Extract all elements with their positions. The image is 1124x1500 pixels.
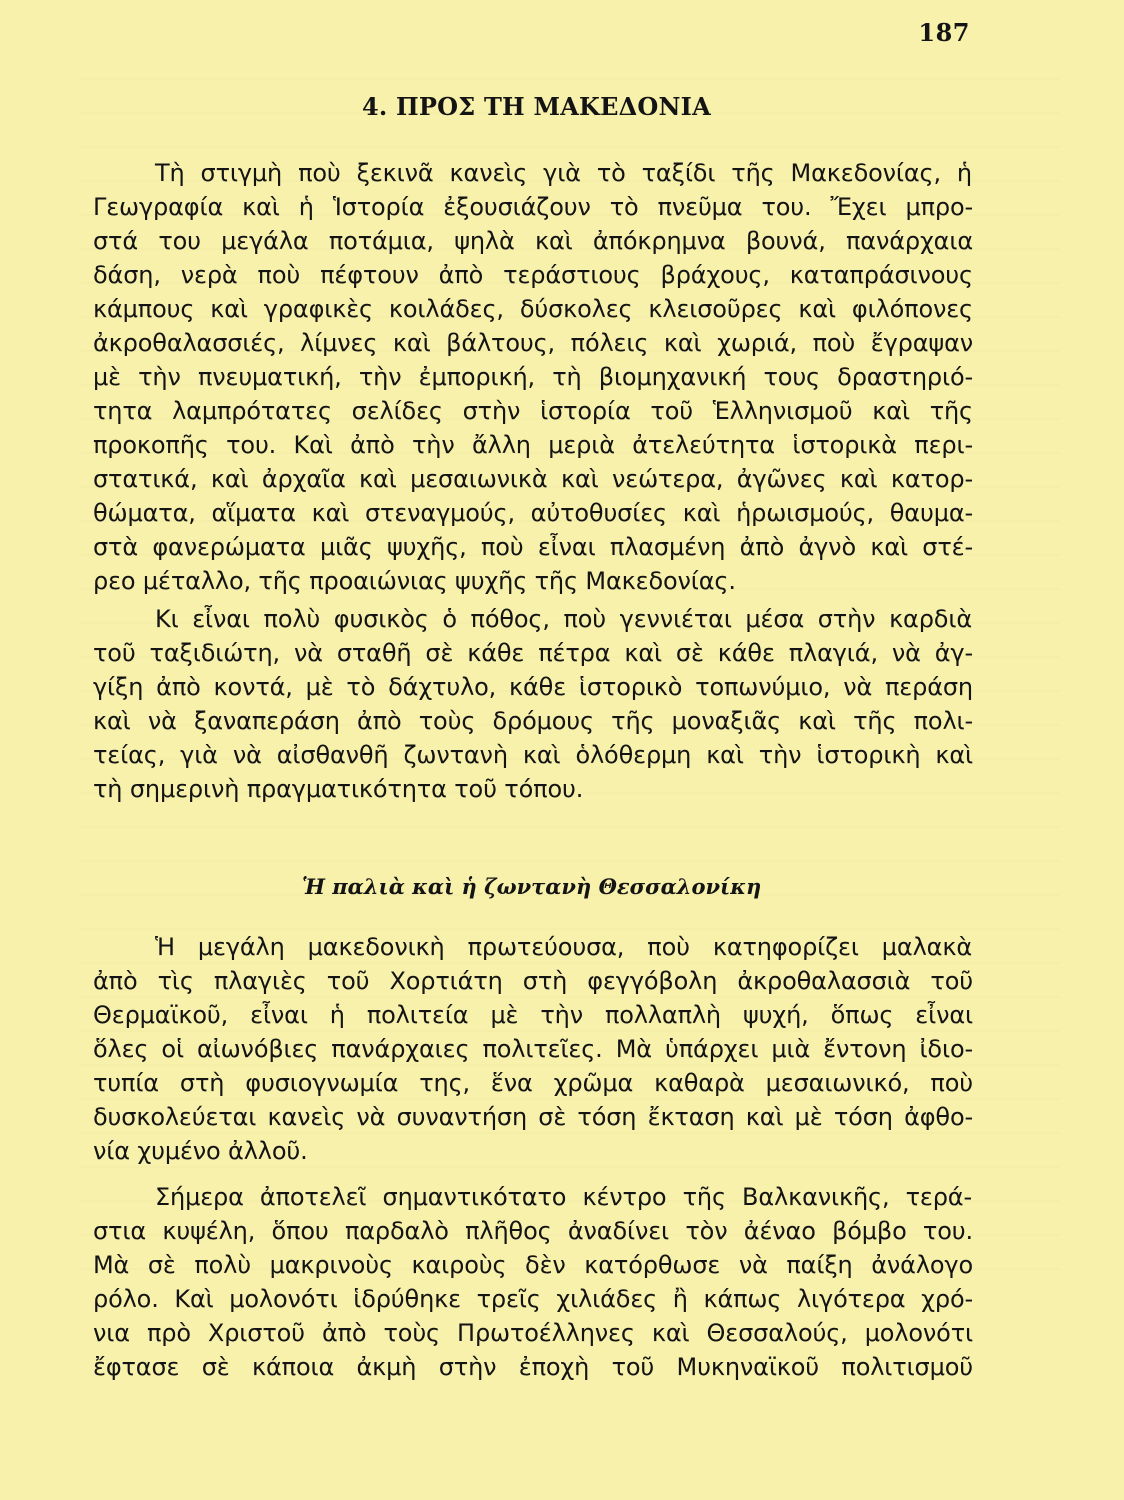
paragraph-3-line-5: τυπία στὴ φυσιογνωμία της, ἕνα χρῶμα καθαρὰ μεσαιωνικό, ποὺ bbox=[93, 1069, 973, 1097]
paragraph-4-line-3: Μὰ σὲ πολὺ μακρινοὺς καιροὺς δὲν κατόρθωσε νὰ παίξη ἀνάλογο bbox=[93, 1251, 973, 1279]
paragraph-2-line-5: τείας, γιὰ νὰ αἰσθανθῆ ζωντανὴ καὶ ὁλόθερμη καὶ τὴν ἱστορικὴ καὶ bbox=[93, 741, 973, 769]
paragraph-1-line-9: προκοπῆς του. Καὶ ἀπὸ τὴν ἄλλη μεριὰ ἀτελεύτητα ἱστορικὰ περι- bbox=[93, 431, 973, 459]
paragraph-1-line-5: κάμπους καὶ γραφικὲς κοιλάδες, δύσκολες κλεισοῦρες καὶ φιλόπονες bbox=[93, 295, 973, 323]
chapter-title: 4. ΠΡΟΣ ΤΗ ΜΑΚΕΔΟΝΙΑ bbox=[362, 92, 711, 121]
page-number: 187 bbox=[918, 18, 970, 47]
paragraph-2-line-2: τοῦ ταξιδιώτη, νὰ σταθῆ σὲ κάθε πέτρα καὶ σὲ κάθε πλαγιά, νὰ ἀγ- bbox=[93, 639, 973, 667]
paragraph-3-line-1: Ἡ μεγάλη μακεδονικὴ πρωτεύουσα, ποὺ κατηφορίζει μαλακὰ bbox=[155, 933, 972, 961]
paragraph-2-line-3: γίξη ἀπὸ κοντά, μὲ τὸ δάχτυλο, κάθε ἱστορικὸ τοπωνύμιο, νὰ περάση bbox=[93, 673, 973, 701]
paragraph-4-line-2: στια κυψέλη, ὅπου παρδαλὸ πλῆθος ἀναδίνει τὸν ἀέναο βόμβο του. bbox=[93, 1217, 973, 1245]
paragraph-1-line-2: Γεωγραφία καὶ ἡ Ἱστορία ἐξουσιάζουν τὸ πνεῦμα του. Ἔχει μπρο- bbox=[93, 193, 973, 221]
paragraph-2-line-4: καὶ νὰ ξαναπεράση ἀπὸ τοὺς δρόμους τῆς μοναξιᾶς καὶ τῆς πολι- bbox=[93, 707, 973, 735]
paragraph-4-line-4: ρόλο. Καὶ μολονότι ἱδρύθηκε τρεῖς χιλιάδες ἢ κάπως λιγότερα χρό- bbox=[93, 1285, 973, 1313]
section-title: Ἡ παλιὰ καὶ ἡ ζωντανὴ Θεσσαλονίκη bbox=[302, 874, 762, 899]
paragraph-3-line-3: Θερμαϊκοῦ, εἶναι ἡ πολιτεία μὲ τὴν πολλαπλὴ ψυχή, ὅπως εἶναι bbox=[93, 1001, 973, 1029]
paragraph-1-line-10: στατικά, καὶ ἀρχαῖα καὶ μεσαιωνικὰ καὶ νεώτερα, ἀγῶνες καὶ κατορ- bbox=[93, 465, 973, 493]
paragraph-1-line-4: δάση, νερὰ ποὺ πέφτουν ἀπὸ τεράστιους βράχους, καταπράσινους bbox=[93, 261, 973, 289]
paragraph-4-line-5: νια πρὸ Χριστοῦ ἀπὸ τοὺς Πρωτοέλληνες καὶ Θεσσαλούς, μολονότι bbox=[93, 1319, 973, 1347]
paragraph-1-line-1: Τὴ στιγμὴ ποὺ ξεκινᾶ κανεὶς γιὰ τὸ ταξίδι τῆς Μακεδονίας, ἡ bbox=[155, 159, 972, 187]
paragraph-1-line-13: ρεο μέταλλο, τῆς προαιώνιας ψυχῆς τῆς Μακεδονίας. bbox=[93, 567, 736, 595]
paragraph-4-line-6: ἔφτασε σὲ κάποια ἀκμὴ στὴν ἐποχὴ τοῦ Μυκηναϊκοῦ πολιτισμοῦ bbox=[93, 1353, 973, 1381]
paragraph-1-line-11: θώματα, αἵματα καὶ στεναγμούς, αὐτοθυσίες καὶ ἡρωισμούς, θαυμα- bbox=[93, 499, 973, 527]
paragraph-1-line-7: μὲ τὴν πνευματική, τὴν ἐμπορική, τὴ βιομηχανική τους δραστηριό- bbox=[93, 363, 973, 391]
paragraph-3-line-4: ὅλες οἱ αἰωνόβιες πανάρχαιες πολιτεῖες. Μὰ ὑπάρχει μιὰ ἔντονη ἰδιο- bbox=[93, 1035, 973, 1063]
paragraph-1-line-8: τητα λαμπρότατες σελίδες στὴν ἱστορία τοῦ Ἑλληνισμοῦ καὶ τῆς bbox=[93, 397, 973, 425]
paragraph-3-line-2: ἀπὸ τὶς πλαγιὲς τοῦ Χορτιάτη στὴ φεγγόβολη ἀκροθαλασσιὰ τοῦ bbox=[93, 967, 973, 995]
paragraph-3-line-7: νία χυμένο ἀλλοῦ. bbox=[93, 1137, 308, 1165]
paragraph-2-line-1: Κι εἶναι πολὺ φυσικὸς ὁ πόθος, ποὺ γεννιέται μέσα στὴν καρδιὰ bbox=[155, 605, 972, 633]
paragraph-2-line-6: τὴ σημερινὴ πραγματικότητα τοῦ τόπου. bbox=[93, 775, 584, 803]
paragraph-3-line-6: δυσκολεύεται κανεὶς νὰ συναντήση σὲ τόση ἔκταση καὶ μὲ τόση ἀφθο- bbox=[93, 1103, 973, 1131]
paragraph-1-line-3: στά του μεγάλα ποτάμια, ψηλὰ καὶ ἀπόκρημνα βουνά, πανάρχαια bbox=[93, 227, 973, 255]
paragraph-1-line-12: στὰ φανερώματα μιᾶς ψυχῆς, ποὺ εἶναι πλασμένη ἀπὸ ἀγνὸ καὶ στέ- bbox=[93, 533, 973, 561]
paragraph-1-line-6: ἀκροθαλασσιές, λίμνες καὶ βάλτους, πόλεις καὶ χωριά, ποὺ ἔγραψαν bbox=[93, 329, 973, 357]
paragraph-4-line-1: Σήμερα ἀποτελεῖ σημαντικότατο κέντρο τῆς Βαλκανικῆς, τερά- bbox=[155, 1183, 972, 1211]
